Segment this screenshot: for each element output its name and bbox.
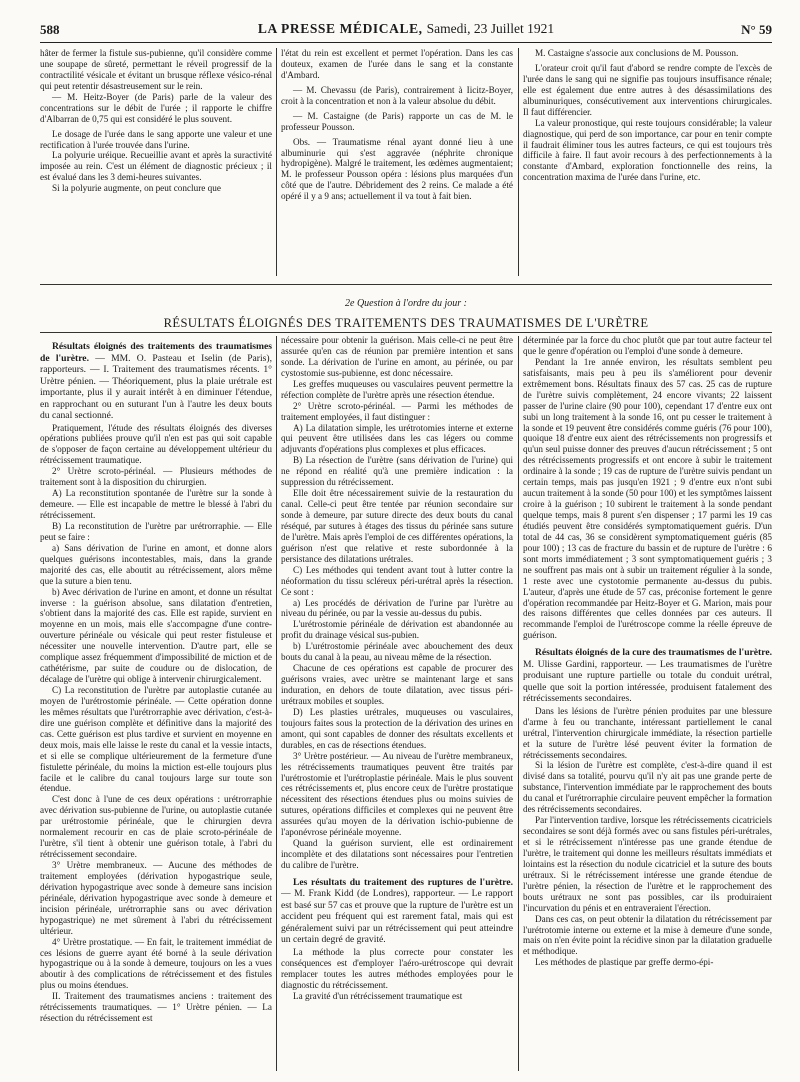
paragraph: Le dosage de l'urée dans le sang apporte une valeur et une rectification à l'urée trouvée dans l'urine. [40, 128, 272, 150]
report-heading [523, 647, 772, 705]
paragraph: D) Les plasties urétrales, muqueuses ou vasculaires, toujours faites sous la protection de la dérivation des urines en amont, qui sont capables de donner des résultats excellents et durables, en cas de résections étendues. [281, 706, 513, 750]
paragraph: Pratiquement, l'étude des résultats éloignés des diverses opérations publiées prouve qu'il n'en est pas qui soit capable de s'opposer de façon certaine au développement ultérieur du rétrécissement traumatique. [40, 422, 272, 466]
paragraph: 4° Urètre prostatique. — En fait, le traitement immédiat de ces lésions de guerre ayant été borné à la seule dérivation hypogastrique ou à la sonde à demeure, toujours on les a vues aboutir à des complications de rétrécissement et des fistules plus ou moins étendues. [40, 936, 272, 991]
paragraph: Par l'intervention tardive, lorsque les rétrécissements cicatriciels secondaires se sont déjà formés avec ou sans fistules péri-urétrales, et si le rétrécissement n'intéresse pas une grande étendue de l'urètre, le traitement qui donne les meilleurs résultats immédiats et lointains est la résection du nodule cicatriciel et la suture des bouts urétraux. Si le rétrécissement intéresse une grande étendue de l'urètre pénien, la résection de l'urètre et le rapprochement des bouts urétraux ne sont pas possibles, car ils produiraient l'incurvation du pénis et en entraveraient l'érection. [523, 815, 772, 913]
paragraph: Obs. — Traumatisme rénal ayant donné lieu à une albuminurie qui s'est aggravée (néphrite chronique hydropigène). Malgré le traitement, les œdèmes augmentaient; M. le professeur Pousson opéra : lésions plus marquées d'un côté que de l'autre. Débridement des 2 reins. Ce malade a été opéré il y a 9 ans; actuellement il va tout à fait bien. [281, 136, 513, 202]
column-rule [276, 336, 277, 1071]
paragraph: Les méthodes de plastique par greffe dermo-épi- [535, 957, 714, 968]
paragraph: B) La reconstitution de l'urètre par urétrorraphie. — Elle peut se faire : [40, 520, 272, 542]
bottom-column-3 [523, 335, 772, 1070]
section-divider [40, 332, 772, 333]
paragraph: a) Les procédés de dérivation de l'urine par l'urètre au niveau du périnée, ou par la vessie au-dessus du pubis. [281, 597, 513, 619]
column-rule [518, 48, 519, 276]
paragraph: II. Traitement des traumatismes anciens : traitement des rétrécissements traumatiques. — 1° Urètre pénien. — La résection du rétrécissement est [40, 991, 272, 1024]
column-rule [518, 336, 519, 1071]
paragraph: 3° Urètre postérieur. — Au niveau de l'urètre membraneux, les rétrécissements traumatiques peuvent être traités par l'urétrostomie et l'urétroplastie périnéale. Mais le plus souvent ces rétrécissements et, plus encore ceux de l'urètre prostatique nécessitent des résections étendues plus ou moins suivies de sutures, opérations difficiles et complexes qui ne peuvent être assurées qu'au moyen de la dérivation ischio-pubienne de l'aponévrose périnéale moyenne. [281, 750, 513, 838]
column-rule [276, 48, 277, 276]
report-title: Résultats éloignés de la cure des traumatismes de l'urètre. [535, 647, 772, 659]
paragraph: — M. Chevassu (de Paris), contrairement à Iicitz-Boyer, croit à la concentration et non à la valeur absolue du débit. [281, 84, 513, 106]
report-intro: — M. Frank Kidd (de Londres), rapporteur. — Le rapport est basé sur 57 cas et prouve que la rupture de l'urètre est un accident peu fréquent qui est rarement fatal, mais qui est généralement suivi par un rétrécissement qui peut atteindre un certain degré de gravité. [281, 888, 513, 946]
paragraph: M. Castaigne s'associe aux conclusions de M. Pousson. [535, 48, 739, 58]
paragraph: L'orateur croit qu'il faut d'abord se rendre compte de l'excès de l'urée dans le sang qui ne signifie pas toujours insuffisance rénale; elle est également due entre autres à des désassimilations des albuminuriques, consécutivement aux interventions chirurgicales. Il faut différencier. [523, 62, 772, 117]
report-heading [281, 877, 513, 946]
paragraph: nécessaire pour obtenir la guérison. Mais celle-ci ne peut être assurée qu'en cas de réunion par première intention et sans sonde. La dérivation de l'urine en amont, au périnée, ou par cystostomie sus-pubienne, est donc nécessaire. [281, 335, 513, 378]
paragraph: Les greffes muqueuses ou vasculaires peuvent permettre la réfection complète de l'urètre après une résection étendue. [281, 378, 513, 400]
paragraph: hâter de fermer la fistule sus-pubienne, qu'il considère comme une soupape de sûreté, permettant le réveil progressif de la contractilité vésicale et évitant un brusque réflexe vésico-rénal qui peut retentir désastreusement sur le rein. [40, 48, 272, 91]
paragraph: — M. Castaigne (de Paris) rapporte un cas de M. le professeur Pousson. [281, 110, 513, 132]
paragraph: Quand la guérison survient, elle est ordinairement incomplète et des dilatations sont nécessaires pour l'entretien du calibre de l'urètre. [281, 838, 513, 870]
report-heading [40, 341, 272, 422]
paragraph: b) Avec dérivation de l'urine en amont, et donne un résultat inverse : la guérison absolue, sans dilatation d'entretien, s'obtient dans la majorité des cas. Elle est rapide, survient en moyenne en un mois, mais elle s'accompagne d'une contre-ouverture périnéale ou vésicale qui peut rester fistuleuse et nécessiter une nouvelle intervention. D'autre part, elle se complique assez fréquemment d'impossibilité de miction et de cathétérisme, par suite de coudure ou de dislocation, de décalage de l'urètre qui oblige à intervenir chirurgicalement. [40, 586, 272, 685]
paragraph: A) La dilatation simple, les urétrotomies interne et externe qui peuvent être utilisées dans les cas légers ou comme adjuvants d'opérations plus complexes et plus efficaces. [281, 422, 513, 455]
top-column-2 [281, 48, 513, 273]
paragraph: Dans les lésions de l'urètre pénien produites par une blessure d'arme à feu ou tranchante, intéressant partiellement le canal urétral, l'intervention chirurgicale immédiate, la résection partielle et la suture de l'urètre lésé peuvent éviter la formation de rétrécissements secondaires. [523, 705, 772, 760]
paragraph: C'est donc à l'une de ces deux opérations : urétrorraphie avec dérivation sus-pubienne de l'urine, ou autoplastie cutanée par urétrostomie périnéale, que le chirurgien devra normalement recourir en cas de plaie scroto-périnéale de l'urètre, s'il tient à obtenir une guérison totale, à l'abri du rétrécissement secondaire. [40, 794, 272, 860]
paragraph: B) La résection de l'urètre (sans dérivation de l'urine) qui ne répond en réalité qu'à une première indication : la suppression du rétrécissement. [281, 455, 513, 488]
report-intro: — MM. O. Pasteau et Iselin (de Paris), rapporteurs. — I. Traitement des traumatismes récents. 1° Urètre pénien. — Théoriquement, plus la plaie urétrale est importante, plus il y aurait intérêt à en diminuer l'étendue, en rapprochant ou en suturant l'un à l'autre les deux bouts du canal sectionné. [40, 352, 272, 421]
paragraph: 2° Urètre scroto-périnéal. — Parmi les méthodes de traitement employées, il faut distinguer : [281, 400, 513, 422]
paragraph: b) L'urétrostomie périnéale avec abouchement des deux bouts du canal à la peau, au niveau même de la résection. [281, 641, 513, 663]
paragraph: La méthode la plus correcte pour constater les conséquences est d'employer l'aéro-urétroscope qui devrait remplacer toutes les autres méthodes employées pour le diagnostic du rétrécissement. [281, 946, 513, 990]
paragraph: — M. Heitz-Boyer (de Paris) parle de la valeur des concentrations sur le débit de l'urée ; il rapporte le chiffre d'Albarran de 0,75 qui est considéré le plus souvent. [40, 91, 272, 124]
report-intro: M. Ulisse Gardini, rapporteur. — Les traumatismes de l'urètre produisant une rupture partielle ou totale du conduit urétral, quelle que soit la portion intéressée, produisent fatalement des rétrécissements secondaires. [523, 658, 772, 705]
paragraph: La polyurie uréique. Recueillie avant et après la suractivité imposée au rein. C'est un élément de diagnostic précieux ; il est évalué dans les 3 demi-heures suivantes. [40, 150, 272, 183]
running-title [40, 21, 772, 37]
paragraph: l'état du rein est excellent et permet l'opération. Dans les cas douteux, examen de l'urée dans le sang et la constante d'Ambard. [281, 48, 513, 80]
question-line: 2e Question à l'ordre du jour : [345, 298, 467, 309]
page-header [40, 20, 772, 43]
paragraph: Pendant la 1re année environ, les résultats semblent peu satisfaisants, mais peu à peu ils s'améliorent pour devenir extrêmement bons. Résultats finaux des 57 cas. 25 cas de rupture de l'urètre suivis complètement, 24 encore vivants; 22 laissent passer de l'urine claire (90 pour 100), cependant 17 d'entre eux ont subi un long traitement à la sonde 16, ont pu cesser le traitement à la sonde et 19 peuvent être considérés comme guéris (76 pour 100), quoique 18 d'entre eux aient des rétrécissements non progressifs et qu'un seul puisse donner des preuves d'aucun rétrécissement ; 5 ont des rétrécissements progressifs et ont encore à subir le traitement ordinaire à la sonde ; 19 cas de rupture de l'urètre suivis pendant un certain temps, mais pas jusqu'en 1921 ; 9 d'entre eux n'ont subi aucun traitement à la sonde (50 pour 100) et les symptômes laissent croire à la guérison ; 10 subirent le traitement à la sonde pendant quelque temps, mais 8 purent s'en dispenser ; 17 parmi les 19 cas étudiés peuvent être considérés symptomatiquement guéris. D'un total de 44 cas, 36 se considèrent symptomatiquement guéris (85 pour 100) ; 13 cas de fracture du bassin et de rupture de l'urètre : 6 sont morts immédiatement ; 3 sont symptomatiquement guéris ; 3 ne souffrent pas mais ont à subir un traitement régulier à la sonde, 1 reste avec une cystotomie permanente au-dessus du pubis. L'auteur, d'après une étude de 57 cas, préconise fortement le genre d'opération recommandée par Heitz-Boyer et G. Marion, mais pour des raisons différentes que celles données par ces auteurs. Il recommande l'emploi de l'urétroscope comme la réelle épreuve de guérison. [523, 356, 772, 641]
section-title: RÉSULTATS ÉLOIGNÉS DES TRAITEMENTS DES TRAUMATISMES DE L'URÈTRE [163, 316, 649, 330]
paragraph: L'urétrostomie périnéale de dérivation est abandonnée au profit du drainage vésical sus-pubien. [281, 619, 513, 641]
report-title: Les résultats du traitement des ruptures de l'urètre. [293, 876, 513, 888]
journal-title: LA PRESSE MÉDICALE, [257, 21, 423, 36]
paragraph: C) Les méthodes qui tendent avant tout à lutter contre la néoformation du tissu scléreux péri-urétral après la résection. Ce sont : [281, 564, 513, 597]
report-title: Résultats éloignés des traitements des traumatismes de l'urètre. [40, 341, 272, 364]
paragraph: Elle doit être nécessairement suivie de la restauration du canal. Celle-ci peut être tentée par réunion secondaire sur sonde à demeure, par suture directe des deux bouts du canal réséqué, par sutures à étages des tissus du périnée sans suture de l'urètre. Mais après l'emploi de ces différentes opérations, la guérison n'est que relative et reste subordonnée à la persistance des dilatations urétrales. [281, 488, 513, 564]
paragraph: La gravité d'un rétrécissement traumatique est [293, 990, 463, 1001]
paragraph: Chacune de ces opérations est capable de procurer des guérisons vraies, avec urètre se maintenant large et sans induration, en dehors de toute dilatation, avec tissus péri-urétraux mobiles et souples. [281, 663, 513, 706]
paragraph: Si la polyurie augmente, on peut conclure que [52, 183, 221, 194]
top-column-3 [523, 48, 772, 273]
paragraph: déterminée par la force du choc plutôt que par tout autre facteur tel que le genre d'opération ou l'emploi d'une sonde à demeure. [523, 335, 772, 356]
bottom-column-1 [40, 335, 272, 1070]
paragraph: a) Sans dérivation de l'urine en amont, et donne alors quelques guérisons incontestables, mais, dans la grande majorité des cas, elle aboutit au rétrécissement, alors même que la suture a bien tenu. [40, 542, 272, 586]
issue-date: Samedi, 23 Juillet 1921 [426, 21, 555, 36]
section-divider [40, 284, 772, 285]
page-number: 588 [40, 22, 60, 37]
paragraph: La valeur pronostique, qui reste toujours considérable; la valeur diagnostique, qui perd de son importance, car pour en tenir compte il faudrait éliminer tous les autres facteurs, ce qui est toujours très difficile à faire. Il faut avoir recours à des perfectionnements à la constante d'Ambard, exploration fonctionnelle des reins, la concentration maxima de l'urée dans l'urine, etc. [523, 117, 772, 183]
paragraph: 3° Urètre membraneux. — Aucune des méthodes de traitement employées (dérivation hypogastrique seule, dérivation hypogastrique avec sonde à demeure sans incision périnéale, dérivation hypogastrique avec sonde à demeure et incision périnéale, urétrorraphie sans ou avec dérivation hypogastrique) ne met sûrement à l'abri du rétrécissement ultérieur. [40, 860, 272, 936]
paragraph: C) La reconstitution de l'urètre par autoplastie cutanée au moyen de l'urétrostomie périnéale. — Cette opération donne les mêmes résultats que l'urétrorraphie avec dérivation, c'est-à-dire une guérison complète et définitive dans la majorité des cas. Cette guérison est plus tardive et survient en moyenne en deux mois, mais elle laisse le reste du canal et la vessie intacts, et si elle se complique ultérieurement de la fermeture d'une fistulette périnéale, du moins la miction est-elle toujours plus facile et le calibre du canal toujours large sur toute son étendue. [40, 685, 272, 794]
issue-number: N° 59 [741, 22, 772, 37]
paragraph: Dans ces cas, on peut obtenir la dilatation du rétrécissement par l'urétrotomie interne ou externe et la mise à demeure d'une sonde, mais on n'en évite point la récidive sinon par la dilatation graduelle et méthodique. [523, 913, 772, 957]
paragraph: Si la lésion de l'urètre est complète, c'est-à-dire quand il est divisé dans sa totalité, pourvu qu'il n'y ait pas une grande perte de substance, l'intervention immédiate par le rapprochement des bouts du canal et l'urétrorraphie circulaire peuvent empêcher la formation des rétrécissements secondaires. [523, 760, 772, 815]
paragraph: A) La reconstitution spontanée de l'urètre sur la sonde à demeure. — Elle est incapable de mettre le blessé à l'abri du rétrécissement. [40, 488, 272, 520]
paragraph: 2° Urètre scroto-périnéal. — Plusieurs méthodes de traitement sont à la disposition du chirurgien. [40, 466, 272, 488]
top-column-1 [40, 48, 272, 273]
bottom-column-2 [281, 335, 513, 1070]
